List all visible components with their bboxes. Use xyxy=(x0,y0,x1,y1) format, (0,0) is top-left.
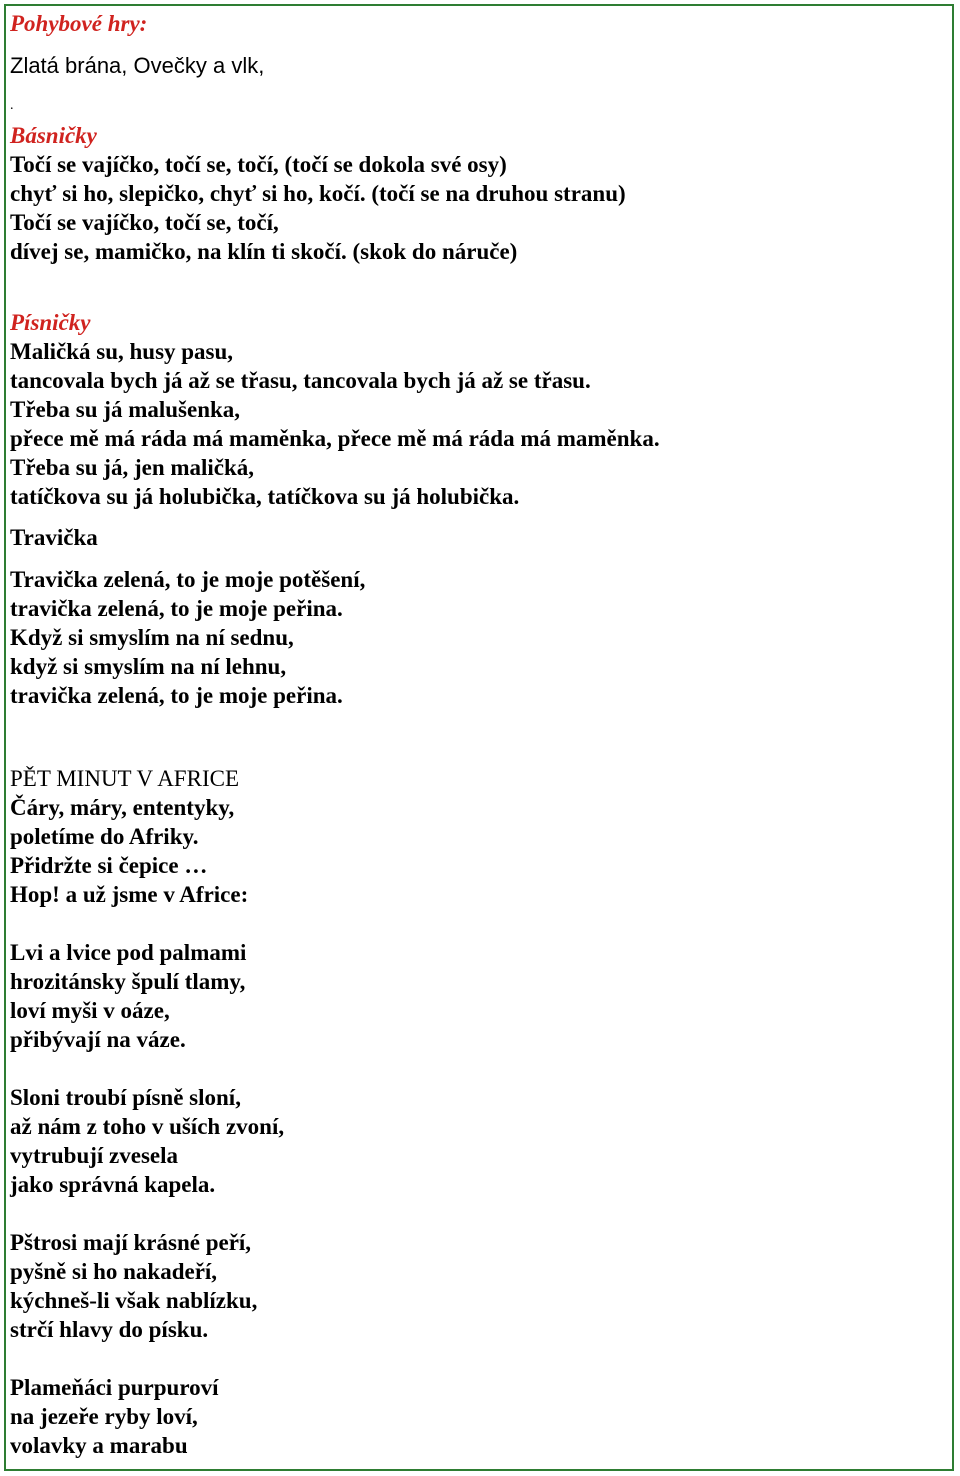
separator-dot: . xyxy=(10,98,14,113)
poem-line: Hop! a už jsme v Africe: xyxy=(10,882,249,907)
poem-line: Sloni troubí písně sloní, xyxy=(10,1085,241,1110)
poem-line: Čáry, máry, ententyky, xyxy=(10,795,235,820)
poem-line: vytrubují zvesela xyxy=(10,1143,179,1168)
song-line: Třeba su já, jen maličká, xyxy=(10,455,255,480)
heading-pisnicky: Písničky xyxy=(10,310,91,335)
heading-pohybove-hry: Pohybové hry: xyxy=(10,11,148,36)
poem-line: Plameňáci purpuroví xyxy=(10,1375,219,1400)
poem-line: volavky a marabu xyxy=(10,1433,188,1458)
poem-line: Přidržte si čepice … xyxy=(10,853,208,878)
song-line: Když si smyslím na ní sednu, xyxy=(10,625,294,650)
poem-line: chyť si ho, slepičko, chyť si ho, kočí. (točí se na druhou stranu) xyxy=(10,181,626,206)
poem-line: jako správná kapela. xyxy=(10,1172,216,1197)
poem-line: Pštrosi mají krásné peří, xyxy=(10,1230,252,1255)
song-line: přece mě má ráda má maměnka, přece mě má ráda má maměnka. xyxy=(10,426,660,451)
song-title-travicka: Travička xyxy=(10,525,98,550)
song-line: tancovala bych já až se třasu, tancovala bych já až se třasu. xyxy=(10,368,591,393)
poem-title-afrika: PĚT MINUT V AFRICE xyxy=(10,766,239,791)
song-line: Maličká su, husy pasu, xyxy=(10,339,234,364)
song-line: Třeba su já malušenka, xyxy=(10,397,241,422)
song-line: tatíčkova su já holubička, tatíčkova su já holubička. xyxy=(10,484,520,509)
poem-line: strčí hlavy do písku. xyxy=(10,1317,209,1342)
poem-line: na jezeře ryby loví, xyxy=(10,1404,198,1429)
poem-line: dívej se, mamičko, na klín ti skočí. (skok do náruče) xyxy=(10,239,518,264)
games-list: Zlatá brána, Ovečky a vlk, xyxy=(10,53,265,78)
song-line: když si smyslím na ní lehnu, xyxy=(10,654,287,679)
poem-line: Točí se vajíčko, točí se, točí, (točí se dokola své osy) xyxy=(10,152,507,177)
song-line: travička zelená, to je moje peřina. xyxy=(10,683,343,708)
poem-line: kýchneš-li však nablízku, xyxy=(10,1288,258,1313)
poem-line: až nám z toho v uších zvoní, xyxy=(10,1114,285,1139)
poem-line: poletíme do Afriky. xyxy=(10,824,199,849)
poem-line: Lvi a lvice pod palmami xyxy=(10,940,247,965)
poem-line: Točí se vajíčko, točí se, točí, xyxy=(10,210,279,235)
poem-line: přibývají na váze. xyxy=(10,1027,186,1052)
poem-line: hrozitánsky špulí tlamy, xyxy=(10,969,246,994)
heading-basnicky: Básničky xyxy=(10,123,97,148)
song-line: travička zelená, to je moje peřina. xyxy=(10,596,343,621)
poem-line: pyšně si ho nakadeří, xyxy=(10,1259,218,1284)
song-line: Travička zelená, to je moje potěšení, xyxy=(10,567,366,592)
poem-line: loví myši v oáze, xyxy=(10,998,170,1023)
